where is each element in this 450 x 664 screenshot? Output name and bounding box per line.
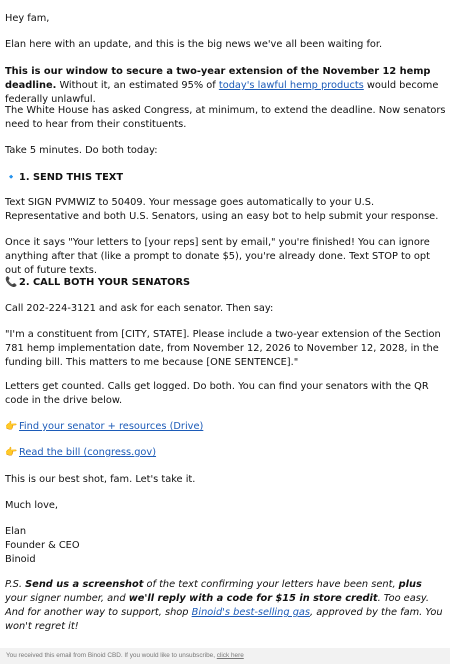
best-selling-gas-link[interactable]: Binoid's best-selling gas bbox=[191, 607, 311, 618]
phone-icon: 📞 bbox=[5, 277, 18, 288]
footer-text: You received this email from Binoid CBD. If you would like to unsubscribe, bbox=[6, 652, 217, 659]
step2-heading bbox=[5, 276, 446, 290]
window-paragraph bbox=[5, 65, 446, 107]
window-text-b: would become federally unlawful. bbox=[5, 80, 439, 105]
lawful-hemp-products-link[interactable]: today's lawful hemp products bbox=[218, 80, 364, 91]
signature-company: Binoid bbox=[5, 554, 36, 565]
ps-bold-3: we'll reply with a code for $15 in store credit bbox=[128, 593, 378, 604]
drive-link-row bbox=[5, 420, 446, 434]
best-shot-paragraph: This is our best shot, fam. Let's take it. bbox=[5, 474, 196, 485]
step2-title: 2. CALL BOTH YOUR SENATORS bbox=[19, 277, 191, 288]
email-footer bbox=[0, 648, 450, 664]
window-text-a: Without it, an estimated 95% of bbox=[56, 80, 219, 91]
step1-heading bbox=[5, 171, 446, 185]
call-script: "I'm a constituent from [CITY, STATE]. Please include a two-year extension of the Section 781 hemp implementation date, from November 12, 2026 to November 12, 2028, in the funding bill. This matters to me because [ONE SENTENCE]." bbox=[5, 329, 441, 368]
read-bill-link[interactable]: Read the bill (congress.gov) bbox=[19, 447, 157, 458]
take-five-paragraph: Take 5 minutes. Do both today: bbox=[5, 145, 158, 156]
ps-prefix: P.S. bbox=[5, 579, 26, 590]
unsubscribe-link[interactable]: click here bbox=[216, 652, 244, 659]
postscript bbox=[5, 578, 446, 634]
blue-diamond-icon: 🔹 bbox=[5, 172, 18, 183]
intro-paragraph: Elan here with an update, and this is the big news we've all been waiting for. bbox=[5, 39, 383, 50]
ps-text-2: your signer number, and bbox=[5, 593, 129, 604]
bill-link-row bbox=[5, 446, 446, 460]
window-bold-text: This is our window to secure a two-year extension of the November 12 hemp deadline. bbox=[5, 66, 431, 91]
signoff: Much love, bbox=[5, 500, 59, 511]
signature-name: Elan bbox=[5, 526, 27, 537]
find-senator-link[interactable]: Find your senator + resources (Drive) bbox=[19, 421, 204, 432]
step1-title: 1. SEND THIS TEXT bbox=[19, 172, 124, 183]
ps-bold-1: Send us a screenshot bbox=[25, 579, 144, 590]
ps-text-4: , approved by the fam. You won't regret it! bbox=[5, 607, 443, 632]
greeting: Hey fam, bbox=[5, 13, 50, 24]
pointing-hand-icon: 👉 bbox=[5, 447, 18, 458]
step1-body: Text SIGN PVMWIZ to 50409. Your message goes automatically to your U.S. Representative and both U.S. Senators, using an easy bot to help submit your response. bbox=[5, 197, 439, 222]
ps-text-1: of the text confirming your letters have been sent, bbox=[143, 579, 399, 590]
pointing-hand-icon: 👉 bbox=[5, 421, 18, 432]
step2-body: Call 202-224-3121 and ask for each senator. Then say: bbox=[5, 303, 274, 314]
counted-paragraph: Letters get counted. Calls get logged. Do both. You can find your senators with the QR code in the drive below. bbox=[5, 381, 429, 406]
signature-title: Founder & CEO bbox=[5, 540, 80, 551]
ps-bold-2: plus bbox=[398, 579, 422, 590]
step1-followup: Once it says "Your letters to [your reps] sent by email," you're finished! You can ignore anything after that (like a prompt to donate $5), you're already done. Text STOP to opt out of future texts. bbox=[5, 237, 430, 276]
white-house-paragraph: The White House has asked Congress, at minimum, to extend the deadline. Now senators need to hear from their constituents. bbox=[5, 105, 446, 130]
ps-text-3: . Too easy. And for another way to support, shop bbox=[5, 593, 429, 618]
